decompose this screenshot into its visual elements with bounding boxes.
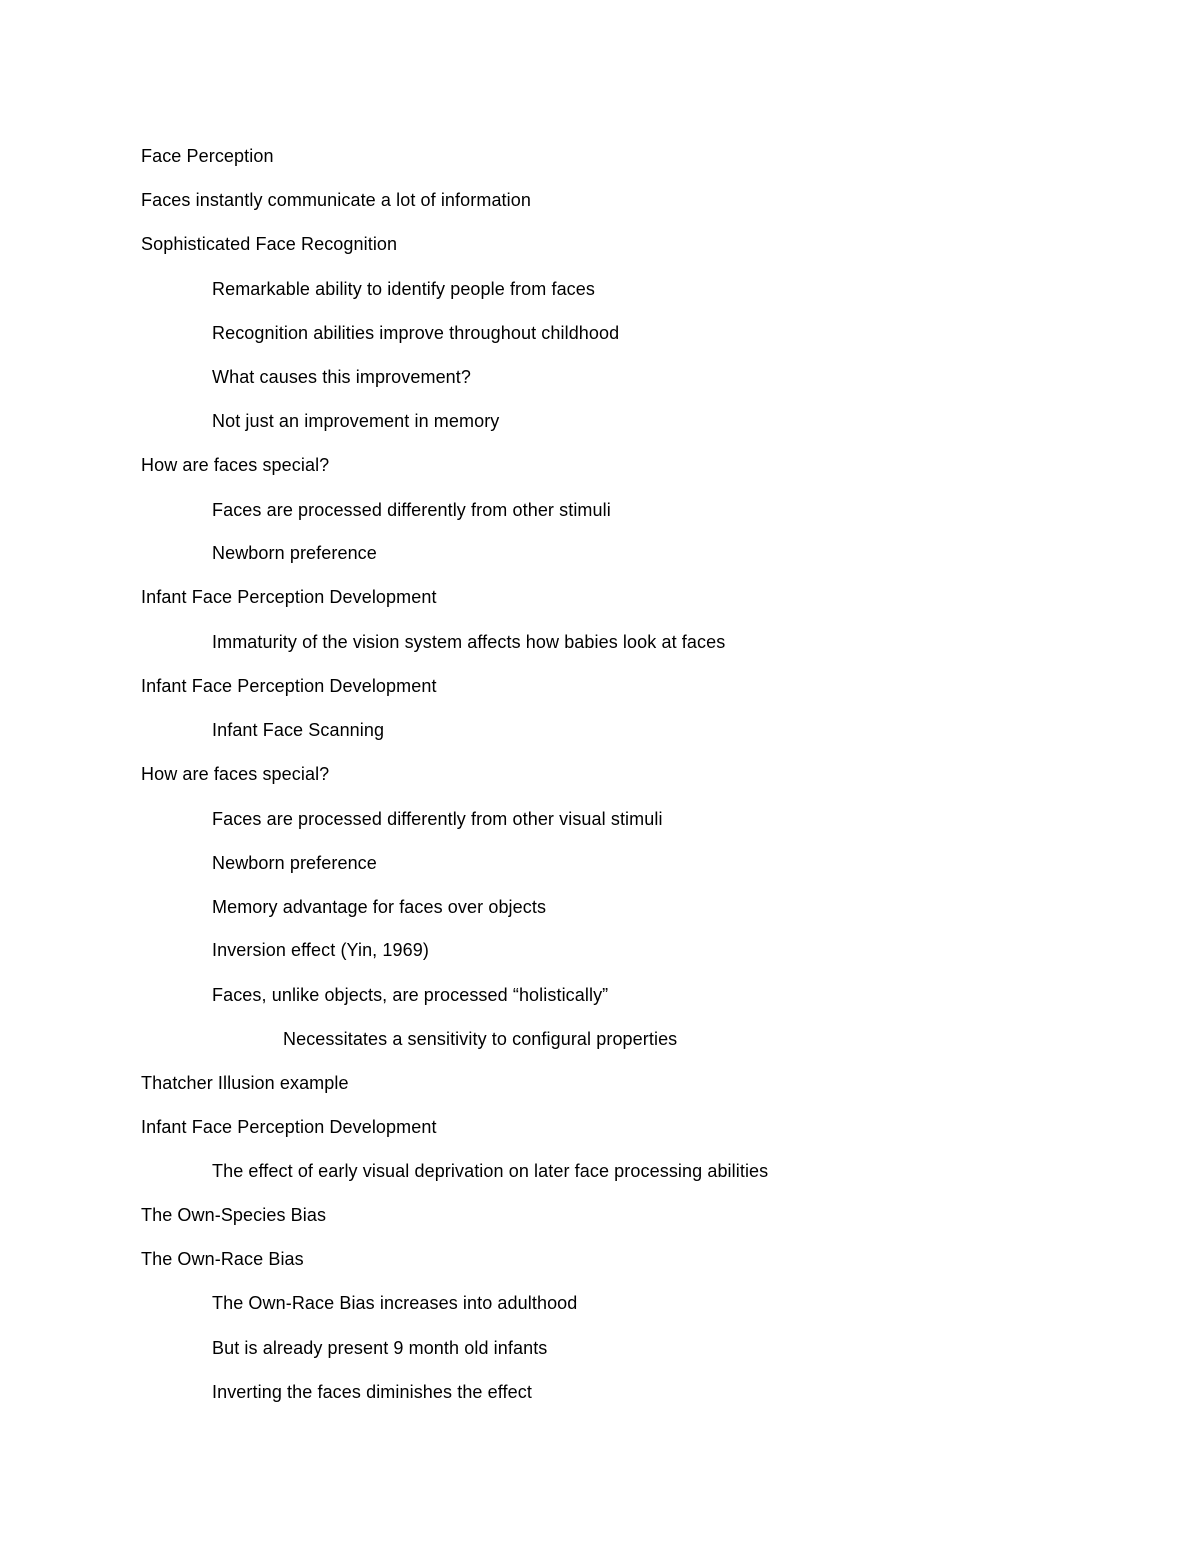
- heading-infant-development: Infant Face Perception Development: [141, 587, 437, 607]
- note-subpoint: But is already present 9 month old infants: [212, 1338, 548, 1358]
- heading-faces-special: How are faces special?: [141, 455, 330, 475]
- note-subpoint: The Own-Race Bias increases into adulthood: [212, 1293, 578, 1313]
- note-subpoint: Newborn preference: [212, 543, 377, 563]
- note-subpoint: The effect of early visual deprivation on later face processing abilities: [212, 1161, 769, 1181]
- note-subpoint: Faces are processed differently from other stimuli: [212, 500, 611, 520]
- note-subpoint: Inversion effect (Yin, 1969): [212, 940, 429, 960]
- note-subpoint: Faces, unlike objects, are processed “holistically”: [212, 985, 609, 1005]
- note-subpoint: Newborn preference: [212, 853, 377, 873]
- note-subpoint: Inverting the faces diminishes the effect: [212, 1382, 532, 1402]
- note-subpoint: Immaturity of the vision system affects how babies look at faces: [212, 632, 726, 652]
- note-subpoint: Recognition abilities improve throughout childhood: [212, 323, 620, 343]
- note-subpoint: Infant Face Scanning: [212, 720, 385, 740]
- heading-own-species-bias: The Own-Species Bias: [141, 1205, 327, 1225]
- note-subpoint: Remarkable ability to identify people from faces: [212, 279, 595, 299]
- heading-faces-special: How are faces special?: [141, 764, 330, 784]
- note-subpoint: What causes this improvement?: [212, 367, 472, 387]
- heading-face-perception: Face Perception: [141, 146, 274, 166]
- heading-thatcher-illusion: Thatcher Illusion example: [141, 1073, 349, 1093]
- heading-infant-development: Infant Face Perception Development: [141, 1117, 437, 1137]
- heading-infant-development: Infant Face Perception Development: [141, 676, 437, 696]
- note-subpoint: Not just an improvement in memory: [212, 411, 500, 431]
- note-subpoint: Faces are processed differently from other visual stimuli: [212, 809, 663, 829]
- heading-own-race-bias: The Own-Race Bias: [141, 1249, 304, 1269]
- note-line: Faces instantly communicate a lot of information: [141, 190, 531, 210]
- note-subsubpoint: Necessitates a sensitivity to configural properties: [283, 1029, 678, 1049]
- heading-sophisticated-recognition: Sophisticated Face Recognition: [141, 234, 398, 254]
- note-subpoint: Memory advantage for faces over objects: [212, 897, 547, 917]
